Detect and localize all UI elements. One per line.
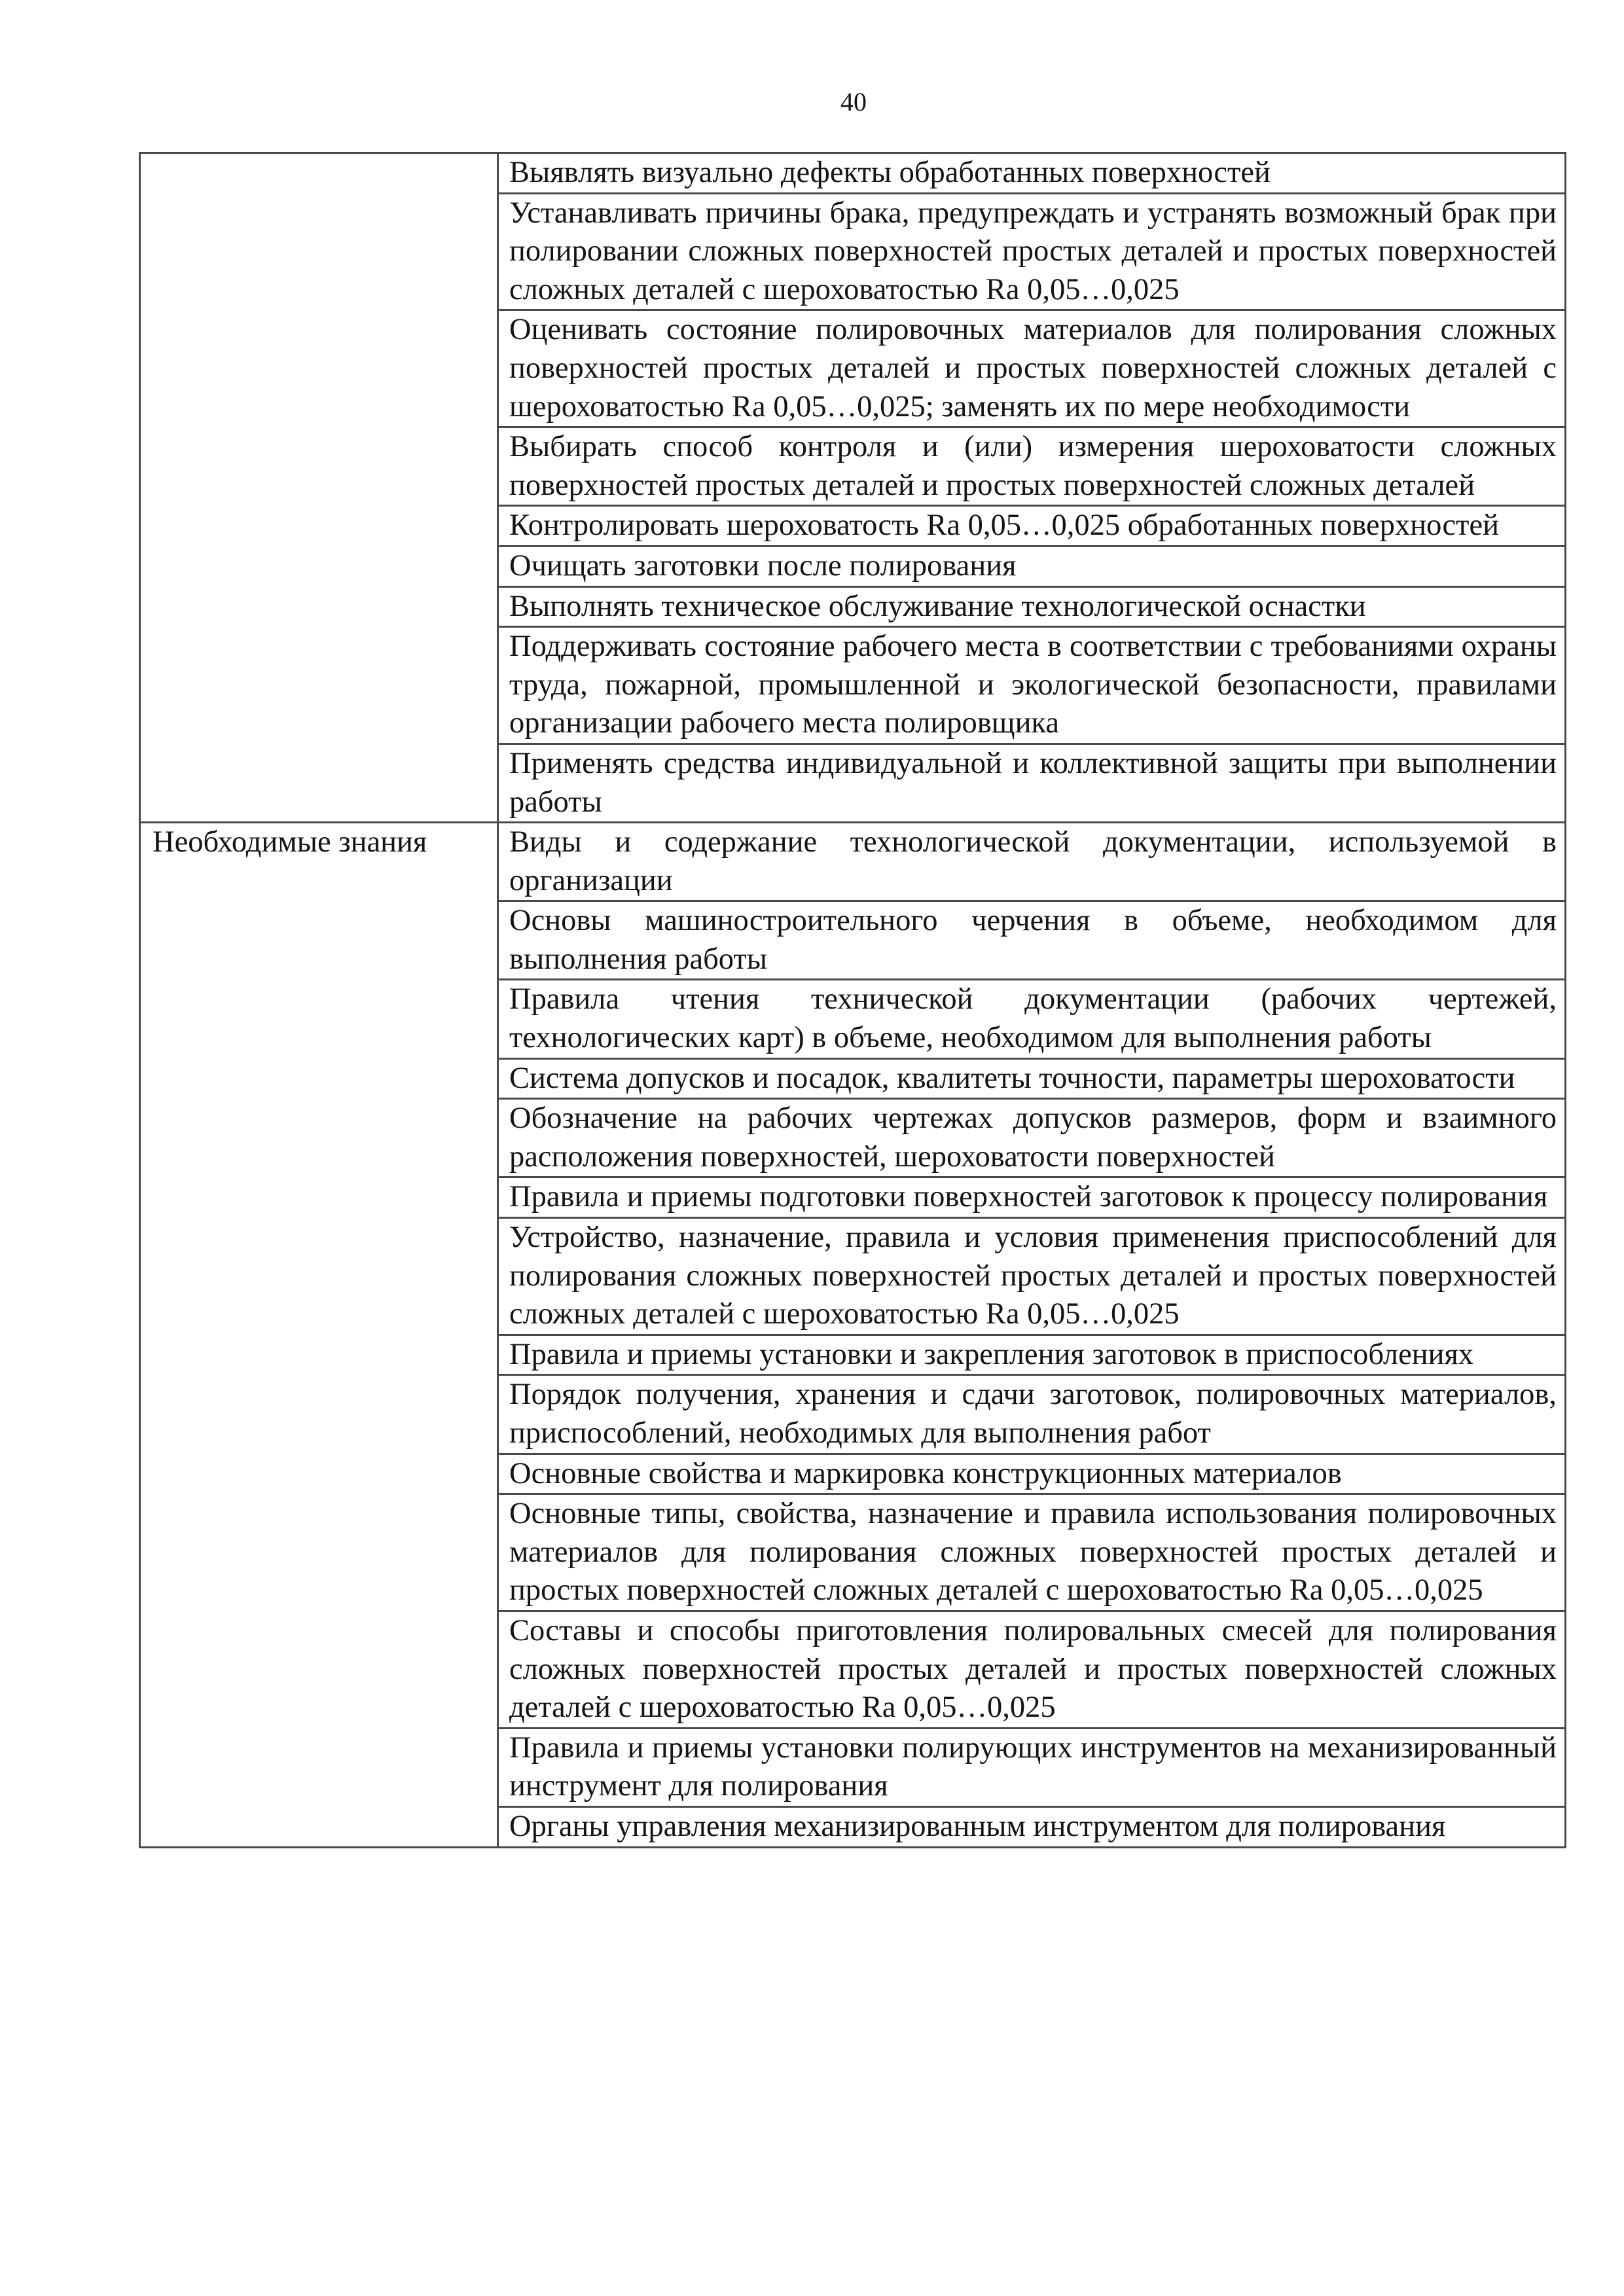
requirements-table (139, 152, 1566, 1848)
requirement-item-cell: Правила и приемы подготовки поверхностей заготовок к процессу полирования (498, 1177, 1566, 1218)
requirement-item-cell: Основные свойства и маркировка конструкционных материалов (498, 1454, 1566, 1494)
category-cell: Необходимые знания (140, 823, 498, 1847)
requirement-item-cell: Обозначение на рабочих чертежах допусков размеров, форм и взаимного расположения поверхностей, шероховатости поверхностей (498, 1099, 1566, 1177)
requirement-item-cell: Система допусков и посадок, квалитеты точности, параметры шероховатости (498, 1058, 1566, 1099)
requirement-item-cell: Оценивать состояние полировочных материалов для полирования сложных поверхностей простых деталей и простых поверхностей сложных деталей с шероховатостью Ra 0,05…0,025; заменять их по мере необходимости (498, 310, 1566, 427)
requirement-item-cell: Выявлять визуально дефекты обработанных поверхностей (498, 153, 1566, 194)
requirement-item-cell: Поддерживать состояние рабочего места в соответствии с требованиями охраны труда, пожарной, промышленной и экологической безопасности, правилами организации рабочего места полировщика (498, 627, 1566, 744)
table-row (140, 153, 1566, 194)
requirement-item-cell: Устройство, назначение, правила и условия применения приспособлений для полирования сложных поверхностей простых деталей и простых поверхностей сложных деталей с шероховатостью Ra 0,05…0,025 (498, 1218, 1566, 1335)
requirement-item-cell: Правила и приемы установки и закрепления заготовок в приспособлениях (498, 1335, 1566, 1375)
requirement-item-cell: Правила чтения технической документации (рабочих чертежей, технологических карт) в объеме, необходимом для выполнения работы (498, 980, 1566, 1058)
requirements-table-body (140, 153, 1566, 1848)
category-cell (140, 153, 498, 823)
requirement-item-cell: Применять средства индивидуальной и коллективной защиты при выполнении работы (498, 744, 1566, 822)
table-row (140, 823, 1566, 901)
requirement-item-cell: Контролировать шероховатость Ra 0,05…0,025 обработанных поверхностей (498, 506, 1566, 547)
page-number: 40 (840, 87, 867, 117)
requirement-item-cell: Правила и приемы установки полирующих инструментов на механизированный инструмент для полирования (498, 1728, 1566, 1806)
requirement-item-cell: Виды и содержание технологической документации, используемой в организации (498, 823, 1566, 901)
requirement-item-cell: Составы и способы приготовления полировальных смесей для полирования сложных поверхностей простых деталей и простых поверхностей сложных деталей с шероховатостью Ra 0,05…0,025 (498, 1611, 1566, 1728)
requirement-item-cell: Основные типы, свойства, назначение и правила использования полировочных материалов для полирования сложных поверхностей простых деталей и простых поверхностей сложных деталей с шероховатостью Ra 0,05…0,025 (498, 1494, 1566, 1611)
requirement-item-cell: Устанавливать причины брака, предупреждать и устранять возможный брак при полировании сложных поверхностей простых деталей и простых поверхностей сложных деталей с шероховатостью Ra 0,05…0,025 (498, 193, 1566, 310)
requirement-item-cell: Выбирать способ контроля и (или) измерения шероховатости сложных поверхностей простых деталей и простых поверхностей сложных деталей (498, 427, 1566, 506)
requirement-item-cell: Органы управления механизированным инструментом для полирования (498, 1806, 1566, 1847)
requirement-item-cell: Очищать заготовки после полирования (498, 546, 1566, 586)
requirement-item-cell: Выполнять техническое обслуживание технологической оснастки (498, 586, 1566, 627)
requirement-item-cell: Основы машиностроительного черчения в объеме, необходимом для выполнения работы (498, 901, 1566, 980)
requirement-item-cell: Порядок получения, хранения и сдачи заготовок, полировочных материалов, приспособлений, необходимых для выполнения работ (498, 1375, 1566, 1454)
